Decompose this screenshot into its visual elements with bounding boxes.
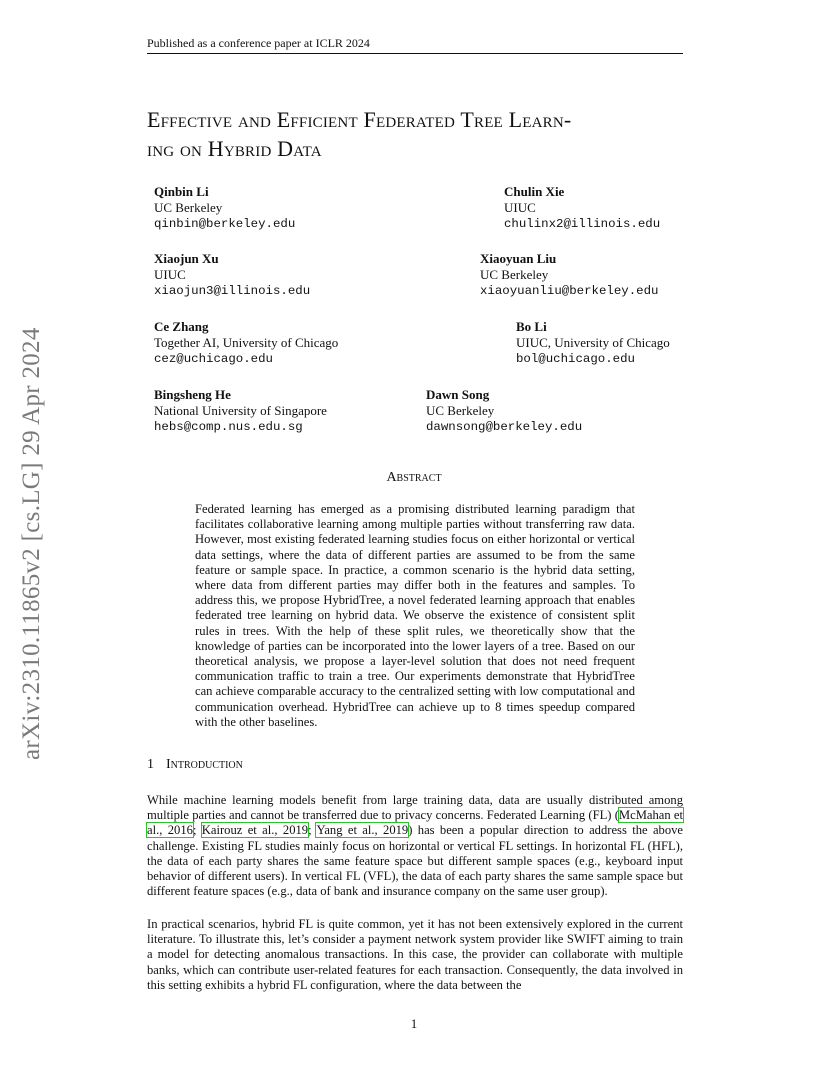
author-name: Qinbin Li — [154, 184, 209, 199]
author-name: Xiaoyuan Liu — [480, 251, 557, 266]
abstract-text: Federated learning has emerged as a promising distributed learning paradigm that facilitates collaborative learning among multiple parties without transferring raw data. However, most existing federated learning studies focus on either horizontal or vertical data settings, where the data of different parties are assumed to be from the same feature or sample space. In practice, a common scenario is the hybrid data setting, where data from different parties may differ both in the features and samples. To address this, we propose HybridTree, a novel federated learning approach that enables federated tree learning on hybrid data. We observe the existence of consistent split rules in trees. With the help of these split rules, we theoretically show that the knowledge of parties can be incorporated into the lower layers of a tree. Based on our theoretical analysis, we propose a layer-level solution that does not need frequent communication traffic to train a tree. Our experiments demonstrate that HybridTree can achieve comparable accuracy to the centralized setting with low computational and communication overhead. HybridTree can achieve up to 8 times speedup compared with the other baselines. — [195, 502, 635, 729]
citation-link[interactable]: McMahan et al., 2016 — [147, 808, 683, 838]
title-line-2: ing on Hybrid Data — [147, 136, 322, 161]
intro-paragraph-1 — [147, 793, 683, 899]
author-block-6 — [516, 319, 670, 367]
author-name: Bingsheng He — [154, 387, 231, 402]
author-affiliation: UC Berkeley — [154, 200, 223, 215]
citation-separator: ; — [192, 823, 202, 838]
author-email[interactable]: cez@uchicago.edu — [154, 352, 273, 366]
author-block-5 — [154, 319, 338, 367]
header-rule — [147, 53, 683, 54]
author-block-7 — [154, 387, 327, 435]
author-block-4 — [480, 251, 658, 299]
intro-paragraph-2: In practical scenarios, hybrid FL is quite common, yet it has not been extensively explored in the current literature. To illustrate this, let’s consider a payment network system provider like SWIFT aiming to train a model for detecting anomalous transactions. In this case, the provider can collaborate with multiple banks, which can contribute user-related features for each transaction. Consequently, the data involved in this setting exhibits a hybrid FL configuration, where the data between the — [147, 917, 683, 992]
intro-text: ) has been a popular direction to address the above challenge. Existing FL studies mainly focus on horizontal or vertical FL settings. In horizontal FL (HFL), the data of each party shares the same feature space but different sample spaces (e.g., keyboard input behavior of different users). In vertical FL (VFL), the data of each party shares the same sample space but different feature spaces (e.g., data of bank and insurance company on the same user group). — [147, 823, 684, 899]
author-email[interactable]: hebs@comp.nus.edu.sg — [154, 420, 303, 434]
author-block-3 — [154, 251, 310, 299]
author-email[interactable]: bol@uchicago.edu — [516, 352, 635, 366]
title-line-1: Effective and Efficient Federated Tree Learn- — [147, 107, 572, 132]
author-email[interactable]: chulinx2@illinois.edu — [504, 217, 661, 231]
section-title: Introduction — [166, 757, 243, 772]
paper-title — [147, 105, 707, 163]
author-name: Dawn Song — [426, 387, 490, 402]
page-number: 1 — [410, 1016, 418, 1031]
citation-link[interactable]: Yang et al., 2019 — [316, 823, 409, 838]
citation-link[interactable]: Kairouz et al., 2019 — [201, 823, 309, 838]
author-affiliation: UIUC — [504, 200, 536, 215]
author-block-2 — [504, 184, 660, 232]
author-name: Bo Li — [516, 319, 547, 334]
author-block-8 — [426, 387, 582, 435]
author-affiliation: Together AI, University of Chicago — [154, 335, 339, 350]
author-name: Ce Zhang — [154, 319, 209, 334]
section-number: 1 — [147, 757, 154, 772]
author-affiliation: UIUC — [154, 267, 186, 282]
author-email[interactable]: qinbin@berkeley.edu — [154, 217, 296, 231]
abstract-heading: Abstract — [386, 470, 442, 485]
author-affiliation: UC Berkeley — [480, 267, 549, 282]
running-header: Published as a conference paper at ICLR 2024 — [147, 36, 370, 50]
author-affiliation: UC Berkeley — [426, 403, 495, 418]
author-name: Xiaojun Xu — [154, 251, 219, 266]
author-email[interactable]: xiaojun3@illinois.edu — [154, 284, 311, 298]
intro-text: While machine learning models benefit from large training data, data are usually distributed among multiple parties and cannot be transferred due to privacy concerns. Federated Learning (FL) ( — [147, 793, 683, 823]
author-email[interactable]: xiaoyuanliu@berkeley.edu — [480, 284, 659, 298]
author-affiliation: National University of Singapore — [154, 403, 327, 418]
author-block-1 — [154, 184, 295, 232]
author-email[interactable]: dawnsong@berkeley.edu — [426, 420, 583, 434]
section-heading — [147, 757, 243, 773]
arxiv-stamp: arXiv:2310.11865v2 [cs.LG] 29 Apr 2024 — [18, 327, 45, 760]
author-name: Chulin Xie — [504, 184, 565, 199]
author-affiliation: UIUC, University of Chicago — [516, 335, 670, 350]
citation-separator: ; — [308, 823, 317, 838]
